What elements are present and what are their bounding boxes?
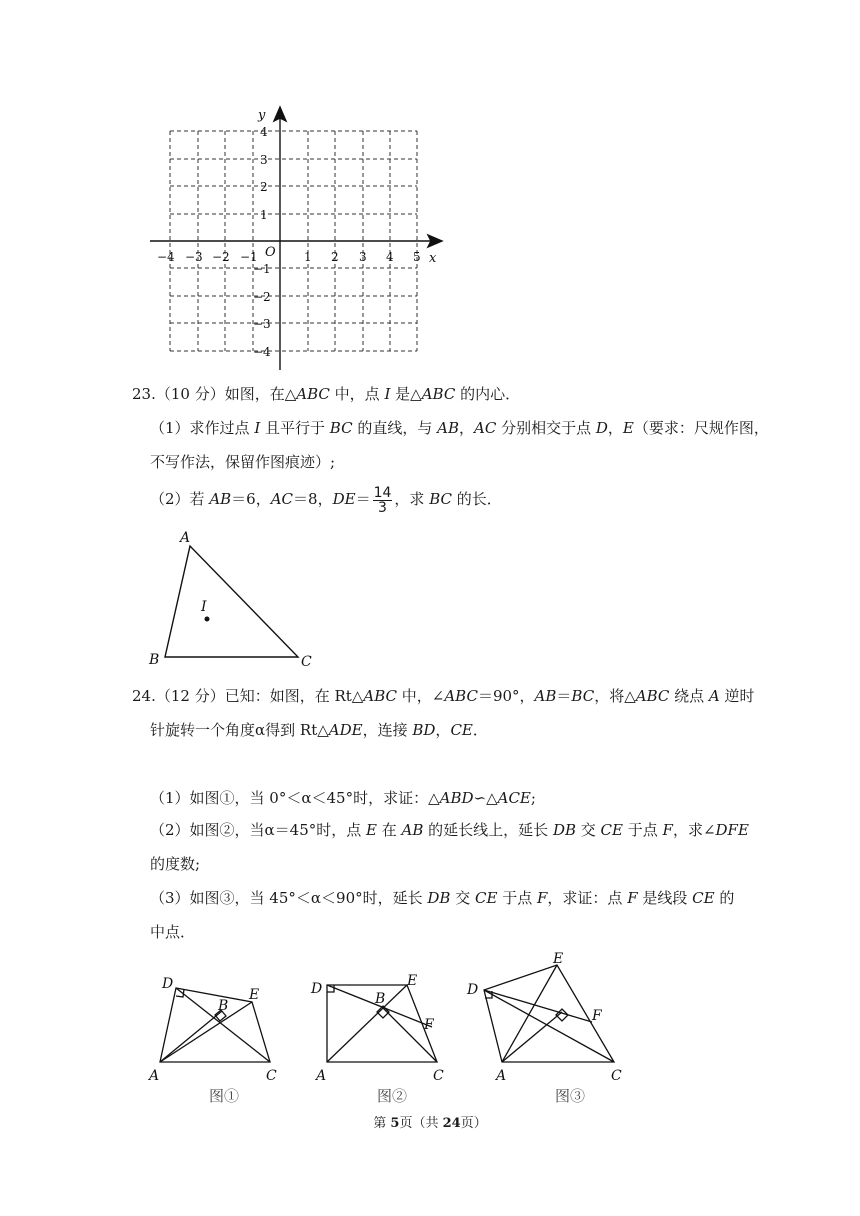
label-i: I: [201, 599, 207, 615]
q24-number: 24.: [132, 687, 156, 705]
x-tick: 4: [386, 250, 394, 264]
fig3-label-a: A: [496, 1068, 507, 1084]
current-page: 5: [390, 1116, 400, 1131]
x-axis-label: x: [429, 251, 437, 266]
fig3-label-e: E: [553, 951, 564, 967]
q23-score: （10 分）: [155, 385, 225, 403]
q23-part1-line2: 不写作法，保留作图痕迹）;: [150, 453, 336, 471]
y-tick: −3: [253, 317, 271, 331]
y-tick: −1: [253, 262, 271, 276]
y-tick: 4: [260, 125, 268, 139]
grid-axes: [150, 107, 442, 370]
fig1-label-e: E: [249, 987, 260, 1003]
q23-stem: 23.（10 分）如图，在△ABC 中，点 I 是△ABC 的内心．: [132, 385, 521, 403]
coordinate-grid-figure: [140, 100, 450, 380]
q23-part2: （2）若 AB＝6，AC＝8，DE＝ $\frac{14}{3}$ ，求 BC 的长．: [150, 484, 502, 516]
q23-part1: （1）求作过点 I 且平行于 BC 的直线，与 AB，AC 分别相交于点 D，E（要求：尺规作图，: [150, 419, 769, 437]
q24-stem-line2: 针旋转一个角度α得到 Rt△ADE，连接 BD，CE．: [150, 721, 488, 739]
q24-part3-line2: 中点．: [150, 923, 196, 941]
fig2-label-c: C: [433, 1068, 444, 1084]
caption-figure-1: 图①: [209, 1087, 240, 1105]
fig2-label-f: F: [424, 1017, 434, 1033]
fig1-label-b: B: [218, 998, 229, 1014]
x-tick-labels: [157, 250, 421, 264]
fig1-label-a: A: [149, 1068, 160, 1084]
x-tick: −3: [185, 250, 203, 264]
label-c: C: [301, 654, 312, 670]
q24-part1: （1）如图①，当 0°＜α＜45°时，求证：△ABD∽△ACE;: [150, 789, 536, 807]
label-b: B: [149, 652, 160, 668]
y-tick: −4: [253, 345, 271, 359]
q24-score: （12 分）: [155, 687, 225, 705]
fig1-label-c: C: [266, 1068, 277, 1084]
fig2-label-b: B: [375, 991, 386, 1007]
caption-figure-3: 图③: [555, 1087, 586, 1105]
x-tick: 2: [331, 250, 339, 264]
x-tick: −2: [212, 250, 230, 264]
total-pages: 24: [442, 1116, 461, 1131]
y-tick: −2: [253, 290, 271, 304]
page-footer: 第 5页（共 24页）: [373, 1116, 487, 1131]
x-tick: −4: [157, 250, 175, 264]
label-a: A: [180, 530, 191, 546]
fig3-label-d: D: [467, 982, 479, 998]
x-tick: −1: [240, 250, 258, 264]
q24-stem: 24.（12 分）已知：如图，在 Rt△ABC 中，∠ABC＝90°，AB＝BC，将△ABC 绕点 A 逆时: [132, 687, 755, 705]
y-tick: 1: [260, 208, 268, 222]
y-tick-labels: [253, 125, 271, 359]
x-tick: 3: [359, 250, 367, 264]
incenter-point: [205, 617, 210, 622]
fig3-label-f: F: [592, 1008, 602, 1024]
y-tick: 2: [260, 180, 268, 194]
q23-triangle-figure: [140, 525, 330, 670]
y-tick: 3: [260, 153, 268, 167]
fraction-14-3: $\frac{14}{3}$: [373, 484, 392, 516]
x-tick: 5: [413, 250, 421, 264]
fig2-label-d: D: [311, 981, 323, 997]
fig3-label-c: C: [611, 1068, 622, 1084]
y-axis-label: y: [258, 108, 266, 123]
x-tick: 1: [304, 250, 312, 264]
q23-number: 23.: [132, 385, 156, 403]
fig1-label-d: D: [162, 976, 174, 992]
origin-label: O: [265, 245, 276, 260]
q24-part2-line2: 的度数;: [150, 855, 201, 873]
caption-figure-2: 图②: [377, 1087, 408, 1105]
triangle-abc: [165, 546, 298, 657]
q24-part3: （3）如图③，当 45°＜α＜90°时，延长 DB 交 CE 于点 F，求证：点 F 是线段 CE 的: [150, 889, 735, 907]
q24-part2: （2）如图②，当α＝45°时，点 E 在 AB 的延长线上，延长 DB 交 CE 于点 F，求∠DFE: [150, 821, 749, 839]
fig2-label-e: E: [407, 973, 418, 989]
fig2-label-a: A: [316, 1068, 327, 1084]
